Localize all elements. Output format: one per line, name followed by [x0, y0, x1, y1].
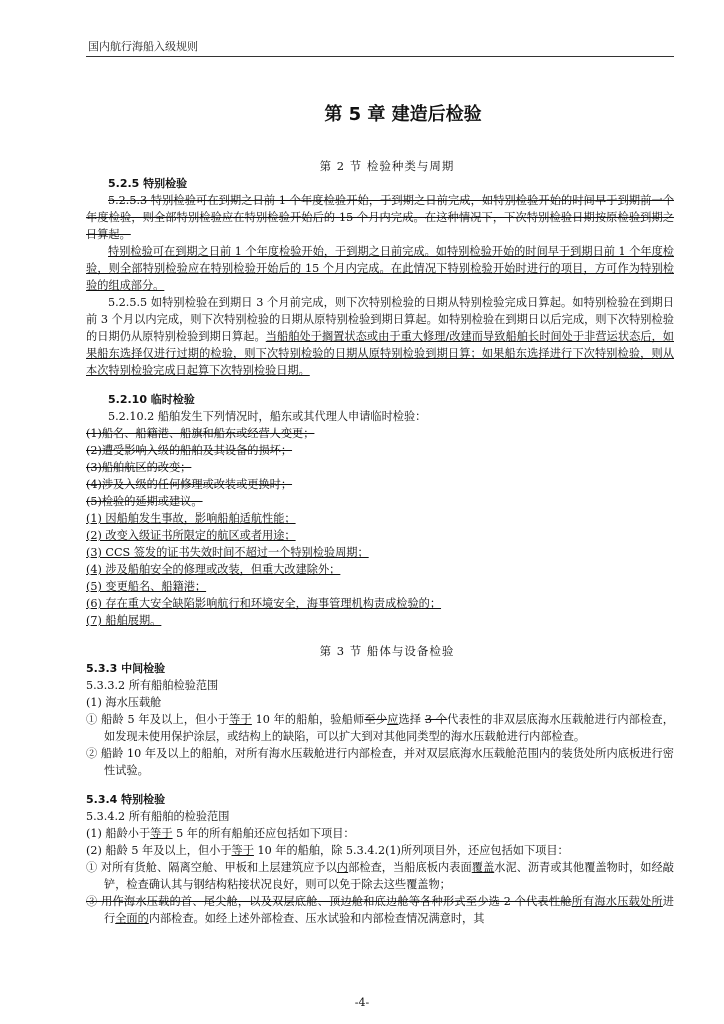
section-2-title: 第 2 节 检验种类与周期	[319, 159, 455, 173]
paragraph-5-2-10-2: 5.2.10.2 船舶发生下列情况时，船东或其代理人申请临时检验：	[108, 410, 427, 423]
item-ballast-tanks: (1) 海水压载舱	[86, 696, 162, 709]
item-circled-1b: ① 对所有货舱、隔离空舱、甲板和上层建筑应予以内部检查，当船底板内表面覆盖水泥、沥青或其他覆盖物时，如经敲铲，检查确认其与钢结构粘接状况良好，则可以免于除去这些覆盖物；	[86, 861, 674, 891]
page-body	[86, 100, 674, 927]
item-5-3-4-2-2: (2) 船龄 5 年及以上，但小于等于 10 年的船舶，除 5.3.4.2(1)所列项目外，还应包括如下项目：	[86, 844, 569, 857]
chapter-title: 第 5 章 建造后检验	[324, 104, 482, 125]
old-list-item: (1)船名、船籍港、船旗和船东或经营人变更；	[86, 427, 315, 440]
paragraph-5-2-5-5	[86, 294, 674, 379]
old-list-item: (4)涉及入级的任何修理或改装或更换时；	[86, 478, 293, 491]
item-circled-3: ③ 用作海水压载的首、尾尖舱，以及双层底舱、顶边舱和底边舱等各种形式至少选 2 个代表性舱所有海水压载处所进行全面的内部检查。如经上述外部检查、压水试验和内部检查情况满意时，其	[86, 895, 674, 925]
old-list-item: (2)遭受影响入级的船舶及其设备的损坏；	[86, 444, 293, 457]
new-list-item: (5) 变更船名、船籍港；	[86, 580, 207, 593]
subsection-5-3-4-title: 5.3.4 特别检验	[86, 793, 166, 806]
paragraph-5-2-5-3-inserted: 特别检验可在到期之日前 1 个年度检验开始，于到期之日前完成。如特别检验开始的时间早于到期日前 1 个年度检验，则全部特别检验应在特别检验开始后的 15 个月内完成。在此情况下特别检验开始时进行的项目，方可作为特别检验的组成部分。	[86, 245, 674, 292]
subsection-5-3-3-title: 5.3.3 中间检验	[86, 662, 166, 675]
section-3-title: 第 3 节 船体与设备检验	[319, 644, 455, 658]
paragraph-5-2-5-3-deleted: 5.2.5.3 特别检验可在到期之日前 1 个年度检验开始，于到期之日前完成，如特别检验开始的时间早于到期前一个年度检验，则全部特别检验应在特别检验开始后的 15 个月内完成。在这种情况下，下次特别检验日期按原检验到期之日算起。	[86, 194, 674, 241]
old-list-item: (3)船舶航区的改变；	[86, 461, 192, 474]
new-list-item: (3) CCS 签发的证书失效时间不超过一个特别检验周期；	[86, 546, 369, 559]
new-list-item: (4) 涉及船舶安全的修理或改装，但重大改建除外；	[86, 563, 341, 576]
header-rule	[86, 56, 674, 57]
paragraph-5-3-3-2: 5.3.3.2 所有船舶检验范围	[86, 679, 219, 692]
item-circled-1: ① 船龄 5 年及以上，但小于等于 10 年的船舶，验船师至少应选择 3 个代表性的非双层底海水压载舱进行内部检查，如发现未使用保护涂层，或结构上的缺陷，可以扩大到对其他同类型的海水压载舱进行内部检查。	[86, 713, 674, 743]
item-circled-2: ② 船龄 10 年及以上的船舶，对所有海水压载舱进行内部检查，并对双层底海水压载舱范围内的装货处所内底板进行密性试验。	[86, 747, 674, 777]
item-5-3-4-2-1: (1) 船龄小于等于 5 年的所有船舶还应包括如下项目：	[86, 827, 355, 840]
new-list-item: (7) 船舶展期。	[86, 614, 162, 627]
subsection-5-2-5-title: 5.2.5 特别检验	[108, 177, 188, 190]
running-header: 国内航行海船入级规则	[88, 40, 198, 53]
new-list-item: (6) 存在重大安全缺陷影响航行和环境安全，海事管理机构责成检验的；	[86, 597, 442, 610]
subsection-5-2-10-title: 5.2.10 临时检验	[108, 393, 195, 406]
paragraph-5-2-5-5-inserted: 当船舶处于搁置状态或由于重大修理/改建而导致船舶长时间处于非营运状态后，如果船东选择仅进行过期的检验，则下次特别检验的日期从原特别检验到期日算；如果船东选择进行下次特别检验，则从本次特别检验完成日起算下次特别检验日期。	[86, 330, 674, 377]
paragraph-5-3-4-2: 5.3.4.2 所有船舶的检验范围	[86, 810, 230, 823]
page-number: -4-	[354, 996, 370, 1009]
old-list-item: (5)检验的延期或建议。	[86, 495, 203, 508]
new-list-item: (2) 改变入级证书所限定的航区或者用途；	[86, 529, 296, 542]
paragraph-5-2-5-5-text: 5.2.5.5 如特别检验在到期日 3 个月前完成，则下次特别检验的日期从特别检验完成日算起。如特别检验在到期日前 3 个月以内完成，则下次特别检验的日期从原特别检验到期日算起。如特别检验在到期日以后完成，则下次特别检验的日期仍从原特别检验到期日算起。	[86, 296, 674, 343]
new-list-item: (1) 因船舶发生事故，影响船舶适航性能；	[86, 512, 296, 525]
